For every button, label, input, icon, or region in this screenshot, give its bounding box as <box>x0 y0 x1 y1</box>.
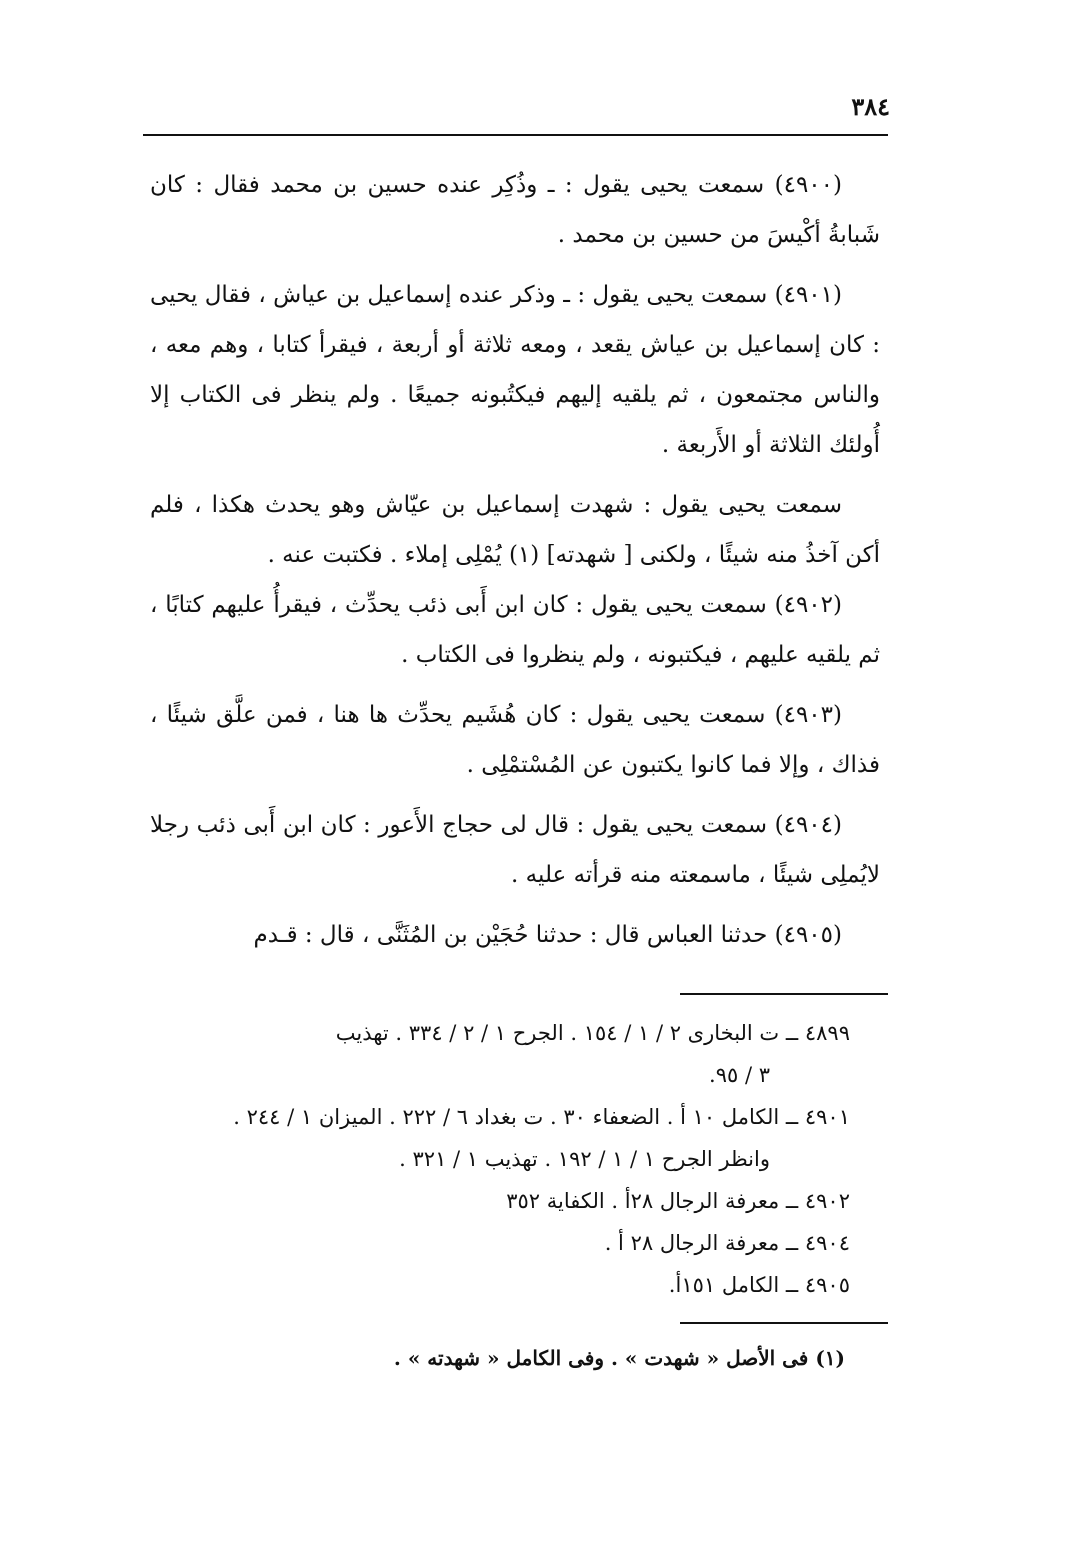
reference-4899-continued: ٣ / ٩٥. <box>709 1063 770 1087</box>
paragraph-4905: (٤٩٠٥) حدثنا العباس قال : حدثنا حُجَيْن بن المُثَنَّى ، قال : قـدم <box>253 922 842 948</box>
references <box>150 1012 850 1306</box>
reference-4901-continued: وانظر الجرح ١ / ١ / ١٩٢ . تهذيب ١ / ٣٢١ . <box>399 1147 770 1171</box>
notes-rule <box>680 993 888 995</box>
paragraph-4900: (٤٩٠٠) سمعت يحيى يقول : ـ وذُكِر عنده حسين بن محمد فقال : كان شَبابةُ أكْيسَ من حسين بن محمد . <box>150 172 880 248</box>
paragraph-unnumbered: سمعت يحيى يقول : شهدت إسماعيل بن عيّاش وهو يحدث هكذا ، فلم أكن آخذُ منه شيئًا ، ولكنى [ شهدته] (١) يُمْلِى إملاء . فكتبت عنه . <box>150 492 880 568</box>
main-text <box>150 160 880 970</box>
paragraph-4903: (٤٩٠٣) سمعت يحيى يقول : كان هُشَيم يحدِّث ها هنا ، فمن علَّق شيئًا ، فذاك ، وإلا فما كانوا يكتبون عن المُسْتمْلِى . <box>150 702 880 778</box>
reference-4904: ٤٩٠٤ ــ معرفة الرجال ٢٨ أ . <box>604 1231 850 1255</box>
header-rule <box>143 134 888 136</box>
paragraph-4904: (٤٩٠٤) سمعت يحيى يقول : قال لى حجاج الأَعور : كان ابن أَبى ذئب رجلا لايُملِى شيئًا ، ماسمعته منه قرأته عليه . <box>150 812 880 888</box>
paragraph-4901: (٤٩٠١) سمعت يحيى يقول : ـ وذكر عنده إسماعيل بن عياش ، فقال يحيى : كان إسماعيل بن عياش يقعد ، ومعه ثلاثة أو أربعة ، فيقرأ كتابا ، وهم معه ، والناس مجتمعون ، ثم يلقيه إليهم فيكتُبونه جميعًا . ولم ينظر فى الكتاب إلا أُولئك الثلاثة أو الأَربعة . <box>150 282 880 458</box>
footnote-rule <box>680 1322 888 1324</box>
paragraph-4902: (٤٩٠٢) سمعت يحيى يقول : كان ابن أَبى ذئب يحدِّث ، فيقرأُ عليهم كتابًا ، ثم يلقيه عليهم ، فيكتبونه ، ولم ينظروا فى الكتاب . <box>150 592 880 668</box>
reference-4899: ٤٨٩٩ ــ ت البخارى ٢ / ١ / ١٥٤ . الجرح ١ / ٢ / ٣٣٤ . تهذيب <box>335 1021 850 1045</box>
reference-4901: ٤٩٠١ ــ الكامل ١٠ أ . الضعفاء ٣٠ . ت بغداد ٦ / ٢٢٢ . الميزان ١ / ٢٤٤ . <box>233 1105 850 1129</box>
footnote: (١) فى الأصل « شهدت » . وفى الكامل « شهدته » . <box>393 1346 845 1370</box>
reference-4902: ٤٩٠٢ ــ معرفة الرجال ٢٨أ . الكفاية ٣٥٢ <box>506 1189 850 1213</box>
reference-4905: ٤٩٠٥ ــ الكامل ١٥١أ. <box>668 1273 850 1297</box>
page-number: ٣٨٤ <box>851 92 890 121</box>
